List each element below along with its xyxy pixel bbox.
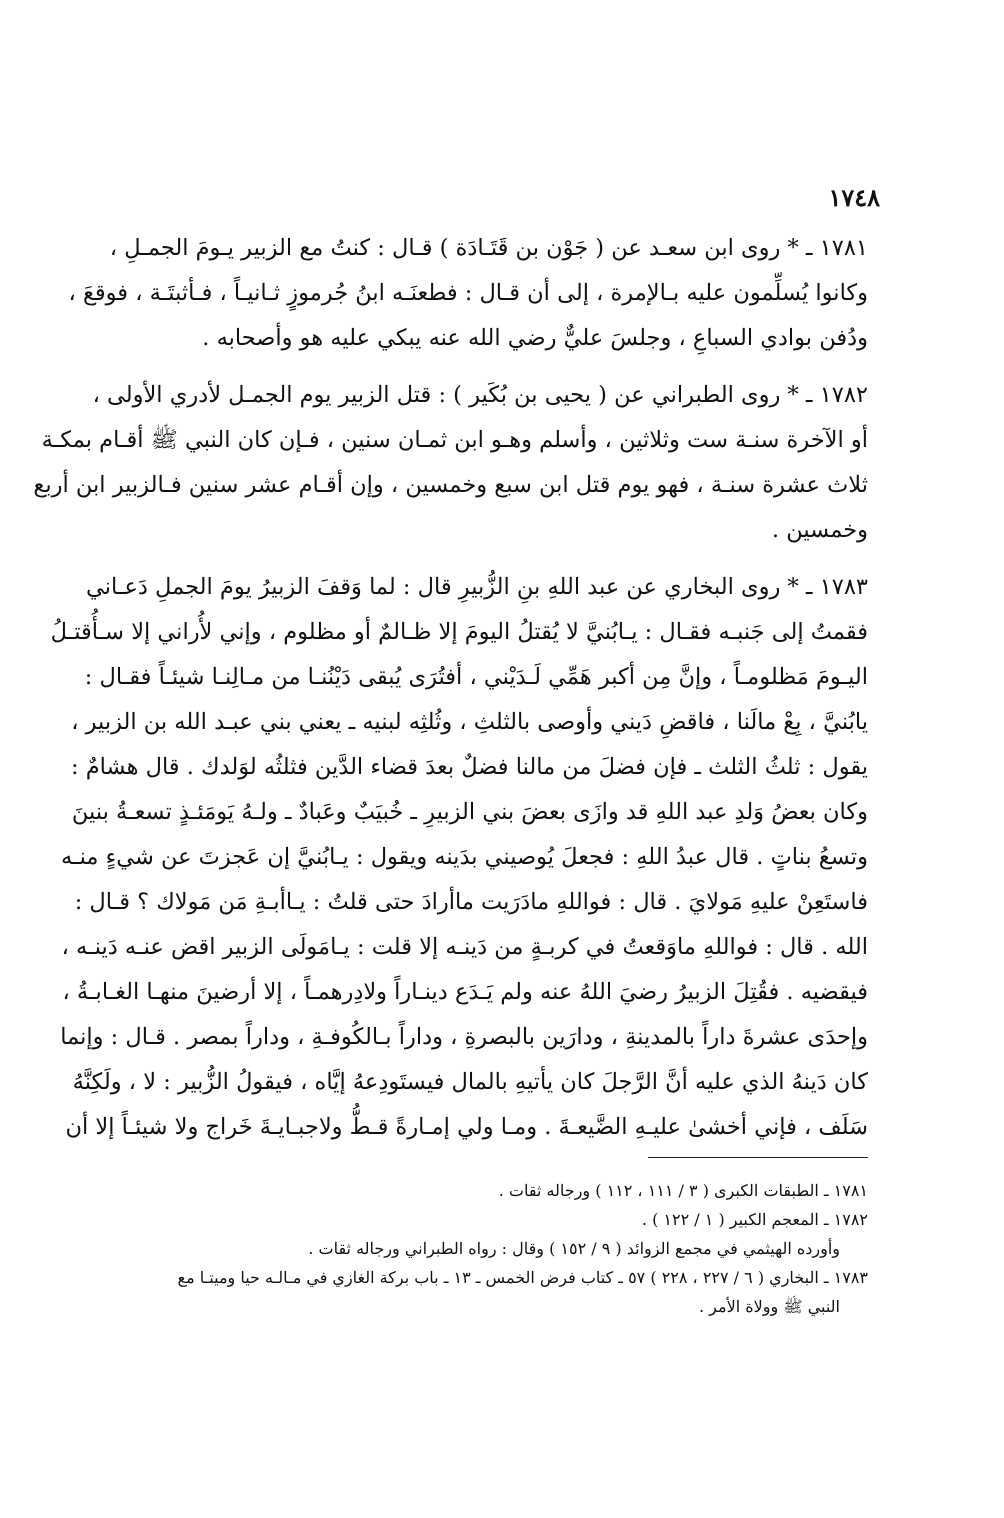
text-line: وكانوا يُسلِّمون عليه بـالإمرة ، إلى أن قـال : فطعنَـه ابنُ جُرموزٍ ثـانيـاً ، فـأثبتَـة ، فوقعَ ، (68, 280, 868, 306)
text-line: يقول : ثلثُ الثلث ـ فإن فضلَ من مالنا فضلٌ بعدَ قضاء الدَّين فثلثُه لوَلدك . قال هشامٌ : (71, 754, 868, 780)
text-line: فاستَعِنْ عليهِ مَولايَ . قال : فواللهِ مادَرَيت ماأرادَ حتى قلتُ : يـاأبـةِ مَن مَولاك ؟ قـال : (74, 889, 868, 915)
footnote-1782: ١٧٨٢ ـ المعجم الكبير ( ١ / ١٢٢ ) . (641, 1210, 868, 1229)
hadith-paragraph-1782 (33, 373, 868, 553)
text-line: ثلاث عشرة سنـة ، فهو يوم قتل ابن سبع وخمسين ، وإن أقـام عشر سنين فـالزبير ابن أربع (33, 472, 868, 498)
footnote-1781: ١٧٨١ ـ الطبقات الكبرى ( ٣ / ١١١ ، ١١٢ ) ورجاله ثقات . (498, 1181, 868, 1200)
text-line: وتسعُ بناتٍ . قال عبدُ اللهِ : فجعلَ يُوصيني بدَينه ويقول : يـابُنيَّ إن عَجزتَ عن شيءٍ منـه (60, 844, 868, 870)
text-line: ودُفن بوادي السباعِ ، وجلسَ عليٌّ رضي الله عنه يبكي عليه هو وأصحابه . (202, 325, 868, 351)
text-line: سَلَف ، فإني أخشىٰ عليـهِ الضَّيعـةَ . ومـا ولي إمـارةً قـطُّ ولاجبـايـةَ خَراج ولا شيئـاً إلا أن (65, 1114, 868, 1140)
page-number: ١٧٤٨ (828, 183, 880, 212)
footnotes (132, 1176, 868, 1321)
text-line: كان دَينهُ الذي عليه أنَّ الرَّجلَ كان يأتيهِ بالمال فيستَودِعهُ إيَّاه ، فيقولُ الزُّبير : لا ، ولَكِنَّهُ (72, 1069, 868, 1095)
text-line: أو الآخرة سنـة ست وثلاثين ، وأسلم وهـو ابن ثمـان سنين ، فـإن كان النبي ﷺ أقـام بمكـة (41, 427, 868, 453)
text-line: فقمتُ إلى جَنبـه فقـال : يـابُنيَّ لا يُقتلُ اليومَ إلا ظـالمٌ أو مظلوم ، وإني لأُراني إلا سـأُقتـلُ (50, 619, 868, 645)
hadith-paragraph-1781 (68, 226, 868, 361)
footnote-separator (648, 1157, 868, 1158)
hadith-paragraph-1783 (50, 565, 868, 1150)
text-line: ١٧٨١ ـ * روى ابن سعـد عن ( جَوْن بن قَتَـادَة ) قـال : كنتُ مع الزبير يـومَ الجمـلِ ، (109, 235, 868, 261)
text-line: ١٧٨٢ ـ * روى الطبراني عن ( يحيى بن بُكَير ) : قتل الزبير يوم الجمـل لأدري الأولى ، (92, 382, 868, 408)
footnote-1782-continuation: وأورده الهيثمي في مجمع الزوائد ( ٩ / ١٥٢ ) وقال : رواه الطبراني ورجاله ثقات . (308, 1239, 840, 1258)
text-line: ١٧٨٣ ـ * روى البخاري عن عبد اللهِ بنِ الزُّبيرِ قال : لما وَقفَ الزبيرُ يومَ الجملِ دَعـاني (86, 574, 868, 600)
footnote-1783: ١٧٨٣ ـ البخاري ( ٦ / ٢٢٧ ، ٢٢٨ ) ٥٧ ـ كتاب فرض الخمس ـ ١٣ ـ باب بركة الغازي في مـالـه حيا وميتـا مع (177, 1268, 868, 1287)
text-line: وخمسين . (771, 517, 868, 543)
text-line: يابُنيَّ ، بِعْ مالَنا ، فاقضِ دَيني وأوصى بالثلثِ ، وثُلثِه لبنيه ـ يعني بني عبـد الله بن الزبير ، (71, 709, 868, 735)
footnote-1783-continuation: النبي ﷺ وولاة الأمر . (699, 1297, 840, 1316)
main-text (33, 226, 868, 1162)
text-line: وكان بعضُ وَلدِ عبد اللهِ قد وازَى بعضَ بني الزبيرِ ـ خُبيَبٌ وعَبادٌ ـ ولـهُ يَومَئـذٍ تسعـةُ بنينَ (71, 799, 868, 825)
text-line: فيقضيه . فقُتِلَ الزبيرُ رضيَ اللهُ عنه ولم يَـدَع دينـاراً ولادِرهمـاً ، إلا أرضينَ منهـا الغـابـةُ ، (62, 979, 868, 1005)
text-line: اليـومَ مَظلومـاً ، وإنَّ مِن أكبر هَمِّي لَـدَيْني ، أفتُرَى يُبقى دَيْنُنـا من مـالِنـا شيئـاً فقـال : (84, 664, 868, 690)
text-line: وإحدَى عشرةَ داراً بالمدينةِ ، ودارَين بالبصرةِ ، وداراً بـالكُوفـةِ ، وداراً بمصر . قـال : وإنما (60, 1024, 868, 1050)
text-line: الله . قال : فواللهِ ماوَقعتُ في كربـةٍ من دَينـه إلا قلت : يـامَولَى الزبير اقض عنـه دَينـه ، (61, 934, 868, 960)
